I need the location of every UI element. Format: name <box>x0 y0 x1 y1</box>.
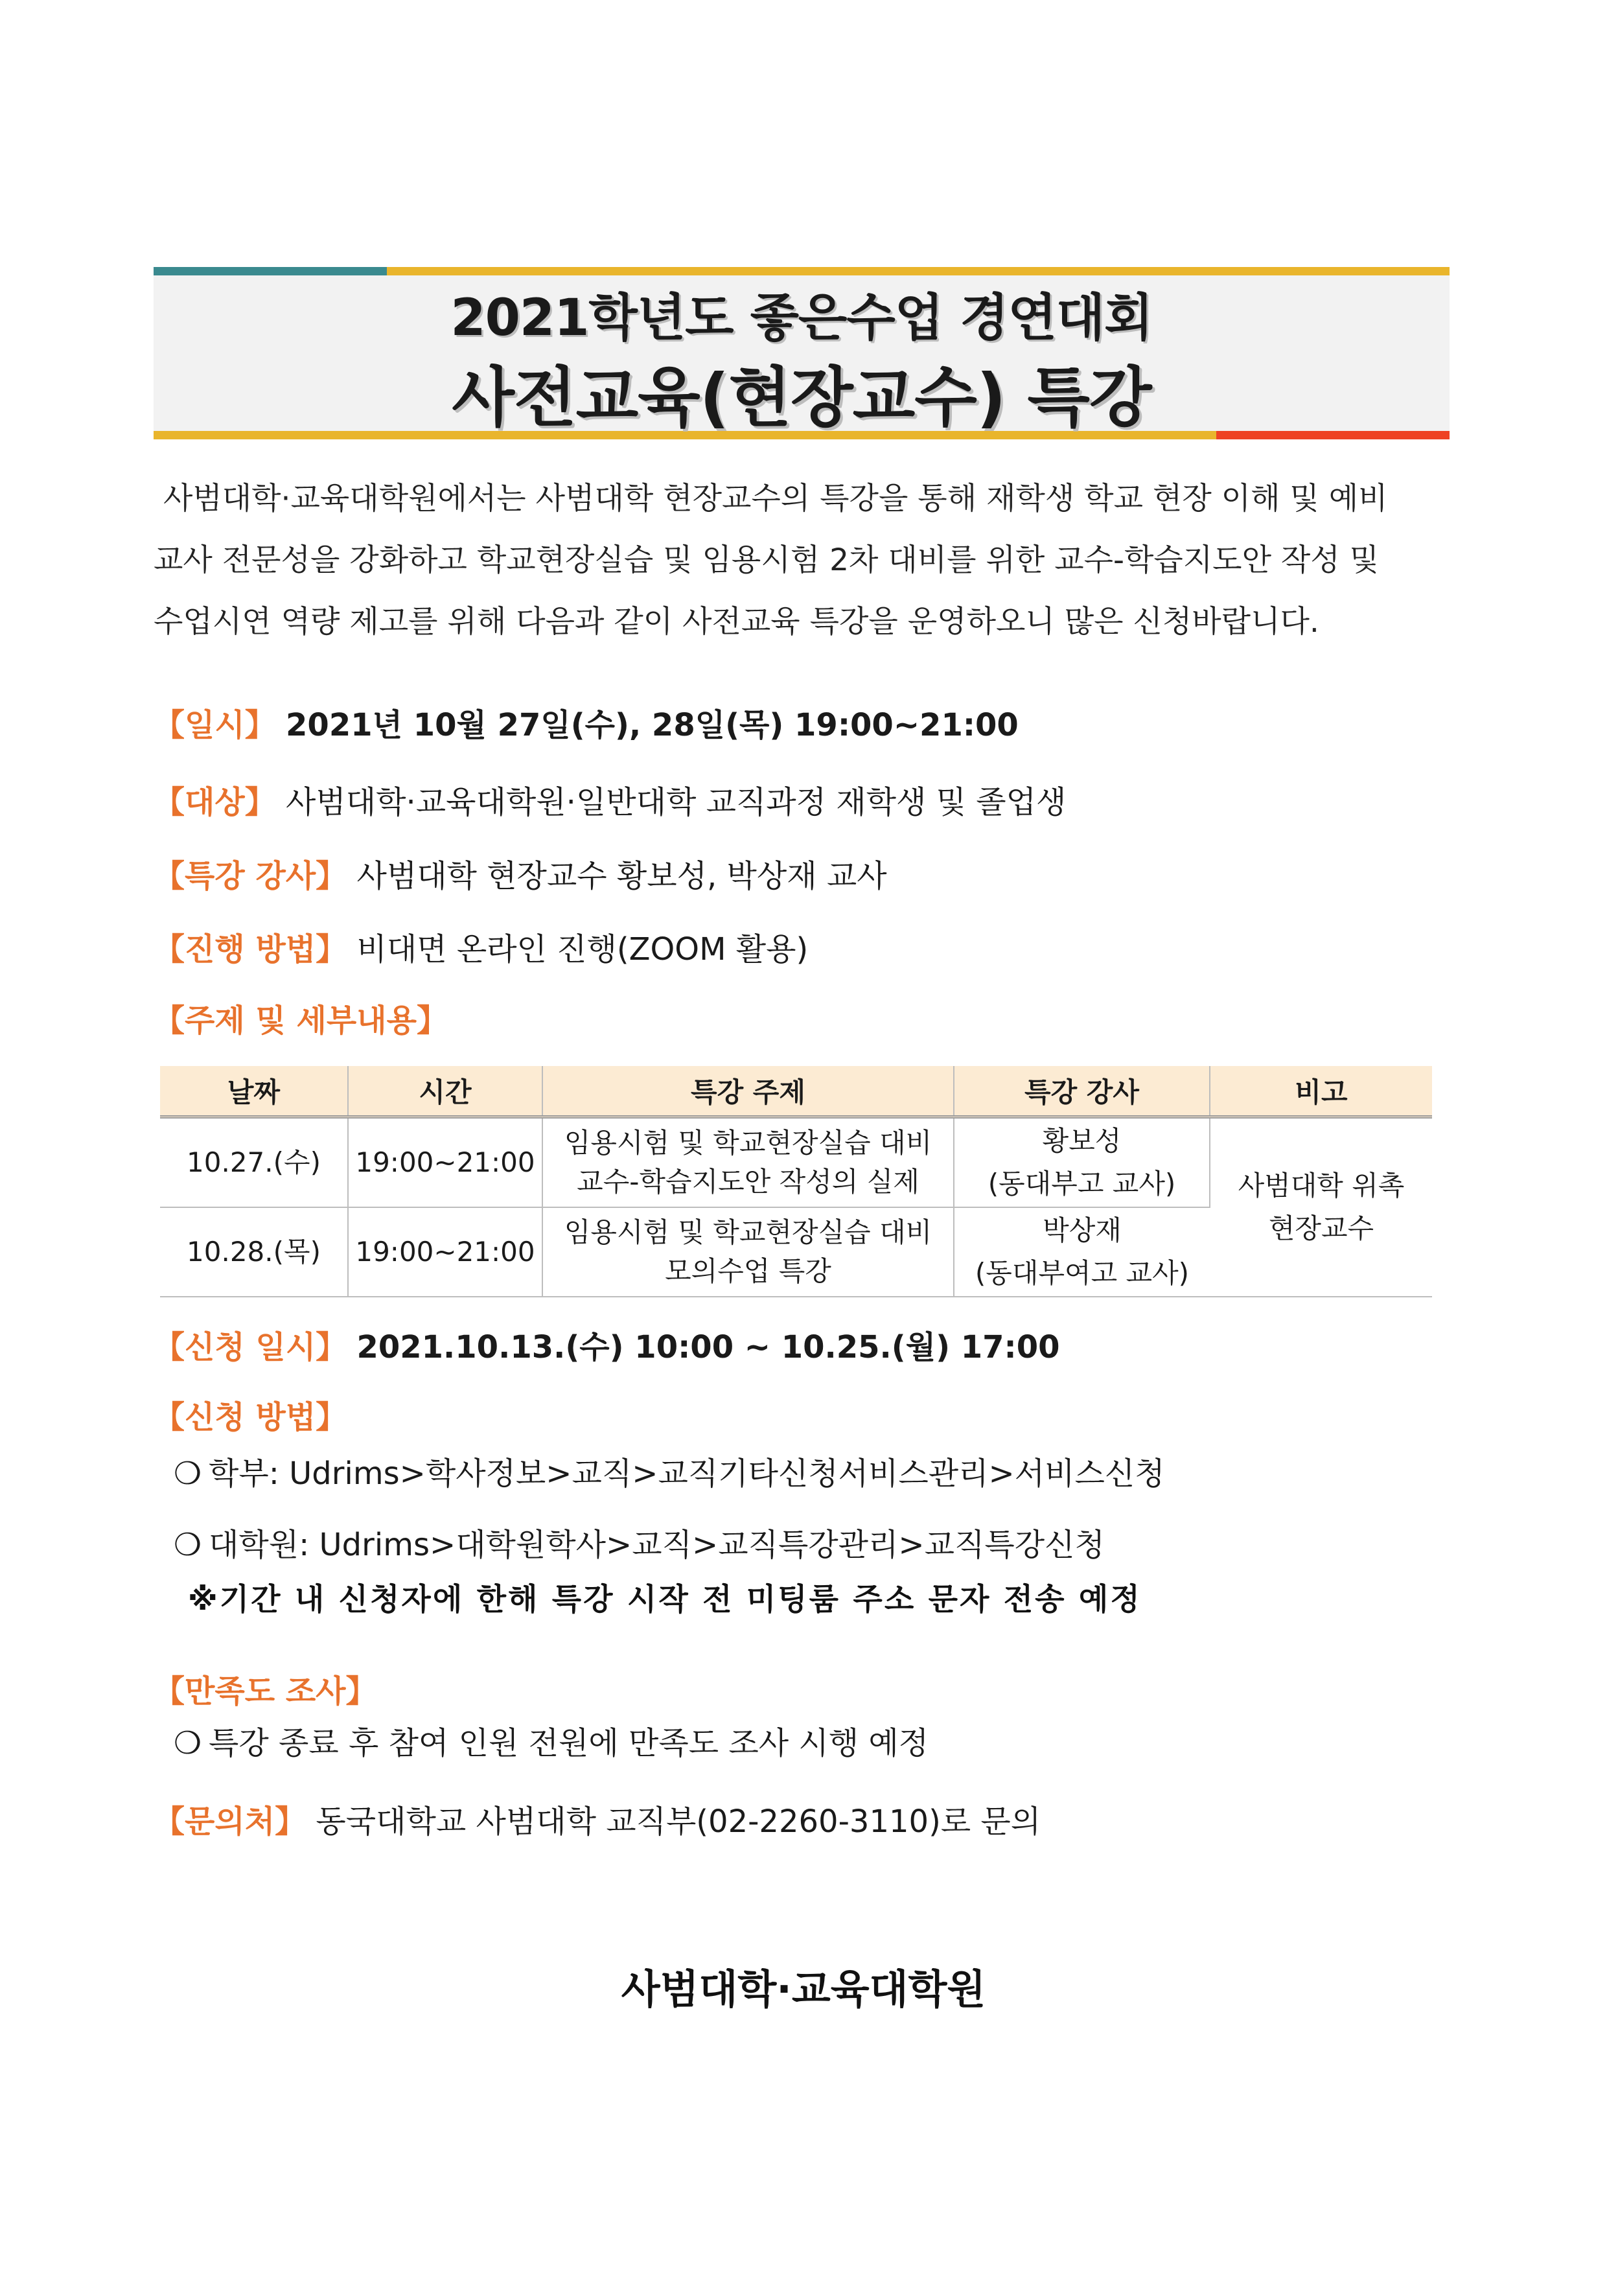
topic-line-2: 교수-학습지도안 작성의 실제 <box>577 1166 919 1198</box>
circle-bullet-icon: ❍ <box>174 1527 202 1563</box>
table-row <box>160 1117 1432 1208</box>
apply-item-grad <box>174 1522 1105 1568</box>
apply-date-value: 2021.10.13.(수) 10:00 ~ 10.25.(월) 17:00 <box>356 1329 1060 1365</box>
contact-value: 동국대학교 사범대학 교직부(02-2260-3110)로 문의 <box>316 1803 1041 1840</box>
topic-line-2: 모의수업 특강 <box>665 1255 831 1287</box>
target-label: 【대상】 <box>154 784 276 820</box>
cell-time: 19:00~21:00 <box>348 1117 542 1208</box>
method-label: 【진행 방법】 <box>154 931 347 968</box>
lecturer-label: 【특강 강사】 <box>154 858 347 894</box>
lecturer-name: 황보성 <box>1042 1125 1122 1157</box>
schedule-label: 【일시】 <box>154 707 276 743</box>
apply-notice: ※기간 내 신청자에 한해 특강 시작 전 미팅룸 주소 문자 전송 예정 <box>188 1582 1142 1618</box>
contact-label: 【문의처】 <box>154 1803 306 1840</box>
banner-top-accent-teal <box>154 267 387 275</box>
header-time: 시간 <box>348 1066 542 1117</box>
lecturer-school: (동대부고 교사) <box>988 1168 1176 1200</box>
cell-note <box>1210 1117 1432 1297</box>
lecturer-school: (동대부여고 교사) <box>975 1257 1190 1289</box>
target-row <box>154 780 1514 825</box>
apply-method-label: 【신청 방법】 <box>154 1399 347 1435</box>
topics-label: 【주제 및 세부내용】 <box>154 1003 448 1039</box>
lecturer-name: 박상재 <box>1043 1214 1122 1246</box>
lecturer-row <box>154 853 1514 899</box>
apply-method-row <box>154 1395 1514 1440</box>
issuer-footer: 사범대학·교육대학원 <box>621 1966 986 2013</box>
schedule-row <box>154 702 1514 748</box>
circle-bullet-icon: ❍ <box>174 1455 202 1492</box>
survey-item-text: 특강 종료 후 참여 인원 전원에 만족도 조사 시행 예정 <box>209 1725 929 1761</box>
intro-paragraph <box>154 468 1456 653</box>
cell-topic <box>542 1117 954 1208</box>
method-value: 비대면 온라인 진행(ZOOM 활용) <box>356 931 809 968</box>
note-line-1: 사범대학 위촉 <box>1238 1170 1405 1201</box>
intro-line-3: 수업시연 역량 제고를 위해 다음과 같이 사전교육 특강을 운영하오니 많은 신청바랍니다. <box>154 604 1319 640</box>
contact-row <box>154 1799 1514 1844</box>
topic-line-1: 임용시험 및 학교현장실습 대비 <box>564 1216 932 1248</box>
cell-date: 10.28.(목) <box>160 1207 348 1297</box>
survey-item <box>174 1721 929 1766</box>
title-line-1: 2021학년도 좋은수업 경연대회 <box>450 289 1153 347</box>
banner-top-accent-gold <box>387 267 1450 275</box>
schedule-table <box>160 1066 1432 1297</box>
note-line-2: 현장교수 <box>1268 1212 1374 1244</box>
cell-date: 10.27.(수) <box>160 1117 348 1208</box>
table-header-row <box>160 1066 1432 1117</box>
schedule-value: 2021년 10월 27일(수), 28일(목) 19:00~21:00 <box>286 707 1019 743</box>
topic-line-1: 임용시험 및 학교현장실습 대비 <box>564 1127 932 1159</box>
topics-row <box>154 998 1514 1043</box>
cell-topic <box>542 1207 954 1297</box>
intro-line-2: 교사 전문성을 강화하고 학교현장실습 및 임용시험 2차 대비를 위한 교수-학습지도안 작성 및 <box>154 542 1380 578</box>
apply-date-row <box>154 1325 1514 1370</box>
target-value: 사범대학·교육대학원·일반대학 교직과정 재학생 및 졸업생 <box>286 784 1067 820</box>
intro-line-1: 사범대학·교육대학원에서는 사범대학 현장교수의 특강을 통해 재학생 학교 현장 이해 및 예비 <box>154 481 1388 516</box>
header-lecturer: 특강 강사 <box>954 1066 1210 1117</box>
cell-time: 19:00~21:00 <box>348 1207 542 1297</box>
method-row <box>154 927 1514 972</box>
apply-item-undergrad-text: 학부: Udrims>학사정보>교직>교직기타신청서비스관리>서비스신청 <box>209 1455 1165 1492</box>
header-topic: 특강 주제 <box>542 1066 954 1117</box>
survey-label: 【만족도 조사】 <box>154 1673 377 1710</box>
lecturer-value: 사범대학 현장교수 황보성, 박상재 교사 <box>356 858 887 894</box>
title-line-2: 사전교육(현장교수) 특강 <box>452 360 1151 435</box>
header-date: 날짜 <box>160 1066 348 1117</box>
cell-lecturer <box>954 1207 1210 1297</box>
header-note: 비고 <box>1210 1066 1432 1117</box>
circle-bullet-icon: ❍ <box>174 1725 202 1761</box>
cell-lecturer <box>954 1117 1210 1208</box>
apply-item-grad-text: 대학원: Udrims>대학원학사>교직>교직특강관리>교직특강신청 <box>209 1527 1105 1563</box>
survey-row <box>154 1669 1514 1714</box>
apply-date-label: 【신청 일시】 <box>154 1329 347 1365</box>
apply-item-undergrad <box>174 1451 1165 1496</box>
